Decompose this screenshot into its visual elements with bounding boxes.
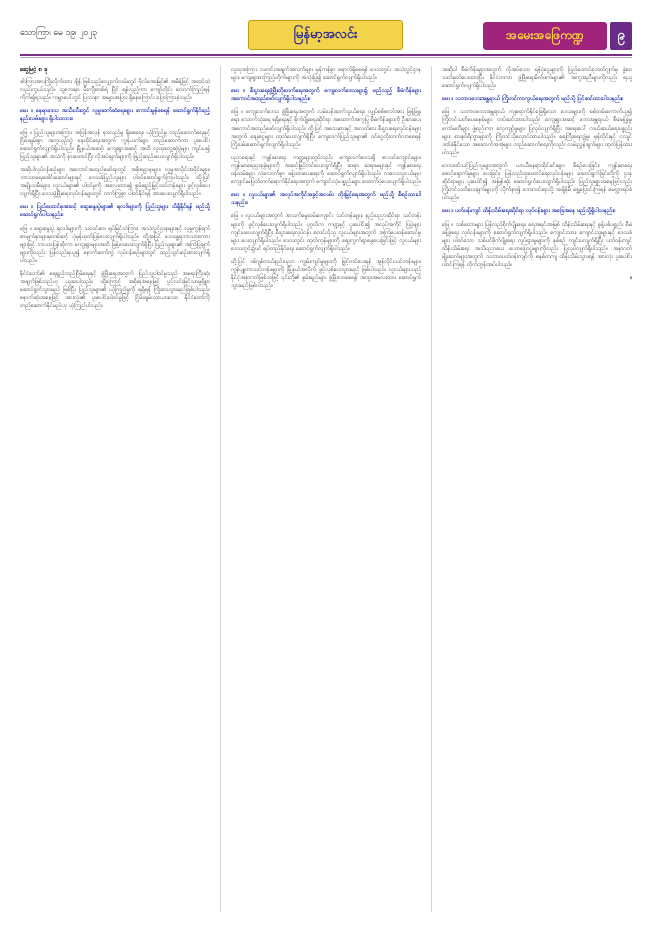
- question-heading: မေး ။ ပြည်ထောင်စုအဆင့် ဆွေးနွေးပွဲများ၏ ရလဒ်များကို ပြည်သူများ သိရှိနိုင်ရန် မည်သို့ ဆောင်ရွက်ပါသနည်း။: [20, 204, 211, 219]
- question-heading: မေး ။ နေရာဒေသ အသီးသီးတွင် လူမှုဆက်ဆံရေးများ ကောင်းမွန်စေရန် ဆောင်ရွက်နိုင်မည့် နည်းလမ်းများ ရှိပါသလား။: [20, 108, 211, 123]
- article-paragraph: ဖြေ ။ ဆွေးနွေးပွဲ ရလဒ်များကို သတင်းစာ၊ ရုပ်မြင်သံကြား၊ အသံလွှင့်ဌာနများနှင့် လူမှုကွန်ရက်စာမျက်နှာများမှတစ်ဆင့် ပုံမှန်ထုတ်ပြန်ပေးလျက်ရှိပါသည်။ ထို့အပြင် ဒေသန္တရဘာသာစကားများဖြင့် ဘာသာပြန်ဆိုကာ ကျေးရွာများအထိ ဖြန့်ဝေပေးလျက်ရှိပြီး ပြည်သူများ၏ အကြံပြုချက်များကိုလည်း ပြန်လည်ရယူ၍ နောက်ဆက်တွဲ လုပ်ငန်းစဉ်များတွင် ထည့်သွင်းစဉ်းစားလျက်ရှိပါသည်။: [20, 225, 211, 264]
- column-2-content: [231, 66, 421, 290]
- column-3-content: [442, 66, 632, 282]
- article-paragraph: အဆိုပါ စီမံကိန်းများအတွက် လိုအပ်သော ရန်ပုံငွေများကို ပြည်ထောင်စုဘတ်ဂျက်မှ ခွဲဝေသတ်မှတ်ပေးထားပြီး နိုင်ငံတကာ ဖွံ့ဖြိုးရေးမိတ်ဖက်များ၏ အကူအညီများကိုလည်း ရယူဆောင်ရွက်လျက်ရှိပါသည်။: [442, 67, 633, 90]
- article-paragraph: နိုင်ငံတော်၏ ရေရှည်တည်ငြိမ်ရေးနှင့် ဖွံ့ဖြိုးရေးအတွက် ပြည်သူ့ပါဝင်မှုသည် အရေးကြီးဆုံး အချက်ဖြစ်သည်ဟု ယူဆပါသည်။ ထို့ကြောင့် အစိုးရအနေဖြင့် ပွင့်လင်းမြင်သာမှုရှိစွာ ဆောင်ရွက်သွားမည် ဖြစ်ပြီး ပြည်သူများ၏ ယုံကြည်မှုကို ရရှိရန် ကြိုးစားသွားမည်ဖြစ်ပါသည်။ နောက်ဆုံးအနေဖြင့် အားလုံး၏ ပူးပေါင်းပါဝင်မှုဖြင့် ငြိမ်းချမ်းသာယာသော နိုင်ငံတော်ကို တည်ဆောက်နိုင်မည်ဟု ယုံကြည်ပါသည်။: [20, 270, 211, 310]
- column-1-content: [20, 78, 210, 310]
- article-paragraph: ပညာရေးနှင့် ကျန်းမာရေး ကဏ္ဍများတွင်လည်း ကျေးလက်ဒေသရှိ စာသင်ကျောင်းများ၊ ကျန်းမာရေးဌာနခွဲများကို အဆင့်မြှင့်တင်ပေးလျက်ရှိပြီး ဆရာ၊ ဆရာမများနှင့် ကျန်းမာရေးဝန်ထမ်းများ လုံလောက်စွာ ခန့်ထားပေးရေးကို ဆောင်ရွက်လျက်ရှိပါသည်။ ကလေးသူငယ်များ ကျောင်းမပြတ်တက်ရောက်နိုင်ရေးအတွက် ကျောင်းသုံးပစ္စည်းများ ထောက်ပံ့ပေးလျက်ရှိပါသည်။: [231, 154, 422, 186]
- question-heading: မေး ။ သဘာဝဘေးအန္တရာယ် ကြိုတင်ကာကွယ်ရေးအတွက် မည်သို့ ပြင်ဆင်ထားပါသနည်း။: [442, 96, 624, 103]
- column-divider: [431, 66, 432, 912]
- question-heading: မေး ။ ပတ်ဝန်းကျင် ထိန်းသိမ်းရေးဆိုင်ရာ လုပ်ငန်းများ အခြေအနေ မည်သို့ရှိပါသနည်း။: [442, 208, 616, 215]
- article-paragraph: ဖြေ ။ သဘာဝဘေးအန္တရာယ် ကျရောက်နိုင်ခြေရှိသော ဒေသများကို စစ်တမ်းကောက်ယူ၍ ကြိုတင်သတိပေးစနစ်များ တပ်ဆင်ထားပါသည်။ ကျေးရွာအဆင့် ဘေးအန္တရာယ် စီမံခန့်ခွဲမှုကော်မတီများ ဖွဲ့စည်းကာ လေ့ကျင့်မှုများ ပြုလုပ်လျက်ရှိပြီး အရေးပေါ် ကယ်ဆယ်ရေးပစ္စည်းများ၊ စားနပ်ရိက္ခာများကို ကြိုတင်သိုလှောင်ထားပါသည်။ ရေကြီးရေလျှံမှု၊ မုန်တိုင်းနှင့် ငလျင်ဒဏ်ခံနိုင်သော အဆောက်အအုံများ တည်ဆောက်ရေးကိုလည်း လမ်းညွှန်ချက်များ ထုတ်ပြန်ထားပါသည်။: [442, 109, 633, 156]
- article-column-1: [20, 66, 210, 912]
- article-paragraph: ဖြေ ။ ပြည်သူများအကြား အပြန်အလှန် နားလည်မှု ရှိစေရေး၊ ယုံကြည်မှု တည်ဆောက်ရေးနှင့် ငြိမ်းချမ်းစွာ အတူယှဉ်တွဲ နေထိုင်ရေးအတွက် ကွန်ယက်များ တည်ဆောက်ကာ ပူးပေါင်းဆောင်ရွက်လျက်ရှိပါသည်။ မြို့နယ်အဆင့်၊ ကျေးရွာအဆင့် အထိ လူထုတွေ့ဆုံပွဲများ ကျင်းပ၍ ပြည်သူများ၏ အသံကို နားထောင်ပြီး လိုအပ်ချက်များကို ဖြည့်ဆည်းပေးလျက်ရှိပါသည်။: [20, 129, 211, 160]
- column-divider: [220, 66, 221, 912]
- article-paragraph: ဖြေ ။ လူငယ်များအတွက် အသက်မွေးဝမ်းကျောင်း သင်တန်းများ၊ နည်းပညာဆိုင်ရာ သင်တန်းများကို ဖွင့်လှစ်ပေးလျက်ရှိပါသည်။ ပုဂ္ဂလိက ကဏ္ဍနှင့် ပူးပေါင်း၍ အလုပ်အကိုင် ပြပွဲများ ကျင်းပပေးလျက်ရှိပြီး စီးပွားရေးလုပ်ငန်း စတင်လိုသူ လူငယ်များအတွက် အကြံပေးဝန်ဆောင်မှုများ ပေးလျက်ရှိပါသည်။ ဒေသတွင်း ထုတ်ကုန်များကို စျေးကွက်ရှာဖွေပေးခြင်းဖြင့် လူငယ်များ ဒေသတွင်း၌ပင် ရပ်တည်နိုင်ရေး ဆောင်ရွက်လျက်ရှိပါသည်။: [231, 213, 422, 252]
- article-paragraph: လူထုအကြား သတင်းအချက်အလက်များ မှန်ကန်စွာ ရောက်ရှိစေရန် ဒေသတွင်း အသံလွှင့်ဌာနများ၊ ကျေးရွာစာကြည့်တိုက်များကို အသုံးပြု၍ ဆောင်ရွက်လျက်ရှိပါသည်။: [231, 67, 422, 82]
- header-divider: [20, 54, 632, 56]
- masthead-title: မြန်မာ့အလင်း: [293, 26, 358, 42]
- article-paragraph: ဖြေ ။ သစ်တောများ ပြန်လည်စိုက်ပျိုးရေး၊ ရေအရင်းအမြစ် ထိန်းသိမ်းရေးနှင့် စွန့်ပစ်ပစ္စည်း စီမံခန့်ခွဲရေး လုပ်ငန်းများကို ဆောင်ရွက်လျက်ရှိပါသည်။ ကျောင်းသား၊ ကျောင်းသူများနှင့် ဒေသခံများ ပါဝင်သော သစ်ပင်စိုက်ပျိုးရေး လှုပ်ရှားမှုများကို နှစ်စဉ် ကျင်းပလျက်ရှိပြီး ပတ်ဝန်းကျင် ထိန်းသိမ်းရေး အသိပညာပေး ဟောပြောပွဲများကိုလည်း ပြုလုပ်လျက်ရှိပါသည်။ အနာဂတ်မျိုးဆက်များအတွက် သဘာဝပတ်ဝန်းကျင်ကို စနစ်တကျ ထိန်းသိမ်းသွားရန် အားလုံး ပူးပေါင်းပါဝင်ကြရန် တိုက်တွန်းအပ်ပါသည်။: [442, 221, 633, 268]
- issue-date: သောကြာ၊ မေ ၁၉၊ ၂၀၂၃: [20, 28, 97, 38]
- page-number: ၉: [610, 22, 632, 50]
- header-divider-thin: [20, 57, 632, 58]
- article-body: [20, 66, 632, 912]
- page-header: [0, 0, 650, 62]
- section-tag: [483, 22, 607, 50]
- article-paragraph: ထို့ပြင် ဒစ်ဂျစ်တယ်နည်းပညာ ကျွမ်းကျင်မှုများကို မြှင့်တင်ပေးရန် အွန်လိုင်းသင်တန်းများ၊ ကွန်ပျူတာသင်တန်းများကို မြို့နယ်အလိုက် ဖွင့်လှစ်ပေးသွားမည် ဖြစ်ပါသည်။ လူငယ်များသည် နိုင်ငံ့အနာဂတ်ဖြစ်သဖြင့် ၎င်းတို့၏ စွမ်းရည်များ ဖွံ့ဖြိုးလာစေရန် အထူးအလေးထား ဆောင်ရွက်သွားမည်ဖြစ်ပါသည်။: [231, 258, 422, 290]
- article-byline: ဆွေမြင့် ၈ ခု: [20, 66, 48, 73]
- article-paragraph: ဘေးဒဏ်သင့်ပြည်သူများအတွက် ယာယီနေရာထိုင်ခင်းများ စီစဉ်ပေးခြင်း၊ ကျန်းမာရေးစောင့်ရှောက်မှုများ ပေးခြင်း၊ ပြန်လည်ထူထောင်ရေးလုပ်ငန်းများ ဆောင်ရွက်ခြင်းတို့ကို ဌာနဆိုင်ရာများ ပူးပေါင်း၍ အမြန်ဆုံး ဆောင်ရွက်ပေးလျက်ရှိပါသည်။ ပြည်သူများအနေဖြင့်လည်း ကြိုတင်သတိပေးချက်များကို လိုက်နာ၍ ဘေးကင်းရာသို့ အချိန်မီ ရွှေ့ပြောင်းကြရန် မေတ္တာရပ်ခံပါသည်။: [442, 162, 633, 202]
- newspaper-masthead: [248, 20, 403, 50]
- article-paragraph: ခါးကြားအားကြိုးလိုက်ထား ချိန် ဖြစ်သည့်လျှောက်လမ်းတွင် ဗိုလ်အေးမြင့်၏ အမိန့်ဖြင့် အထင်ထဲလည်းကွယ်သည်။ သူ့ဘေးမှာ မီးကျီးတစ်ရဲ ပြိုင် ရန်လှည့်ကာ ကျော်တိုင်း လောက်ကြည့်ရန် ကိုက်၍ရသည်။ ကမ္ဘာပေါ်တွင် ပြဿနာ အများအပြား ရှိနေကြောင်း ပြောကြားခဲ့သည်။: [20, 79, 211, 102]
- section-tag-label: အမေးအဖြေကဏ္ဍ: [506, 28, 584, 42]
- question-heading: မေး ။ စီးပွားရေးဖွံ့ဖြိုးတိုးတက်ရေးအတွက် ကျေးလက်ဒေသများ၌ မည်သည့် စီမံကိန်းများ အကောင်အထည်ဖော်လျက်ရှိပါသနည်း။: [231, 88, 422, 103]
- article-column-3: [442, 66, 632, 912]
- article-column-2: [231, 66, 421, 912]
- article-end-mark: ။: [630, 275, 633, 282]
- article-paragraph: အဆိုပါလုပ်ငန်းစဉ်များ အကောင်အထည်ဖော်ရာတွင် အစိုးရဌာနများ၊ လူမှုအသိုင်းအဝိုင်းများ၊ ဘာသာရေးခေါင်းဆောင်များနှင့် ဒေသခံပြည်သူများ ပါဝင်ဆောင်ရွက်ကြပါသည်။ ထို့ပြင် အမျိုးသမီးများ၊ လူငယ်များ၏ ပါဝင်မှုကို အလေးထား၍ စွမ်းရည်မြှင့်သင်တန်းများ ဖွင့်လှစ်ပေးလျက်ရှိပြီး ဒေသဖွံ့ဖြိုးရေးလုပ်ငန်းများတွင် တက်ကြွစွာ ပါဝင်နိုင်ရန် အားပေးလျက်ရှိပါသည်။: [20, 166, 211, 198]
- question-heading: မေး ။ လူငယ်များ၏ အလုပ်အကိုင်အခွင့်အလမ်း တိုးမြှင့်ရေးအတွက် မည်သို့ စီစဉ်ထားပါသနည်း။: [231, 192, 422, 207]
- article-paragraph: ဖြေ ။ ကျေးလက်ဒေသ ဖွံ့ဖြိုးရေးအတွက် လမ်းပန်းဆက်သွယ်ရေး၊ လျှပ်စစ်ဓာတ်အား ဖြန့်ဖြူးရေး၊ သောက်သုံးရေ ရရှိရေးနှင့် စိုက်ပျိုးရေးဆိုင်ရာ အထောက်အကူပြု စီမံကိန်းများကို ဦးစားပေး အကောင်အထည်ဖော်လျက်ရှိပါသည်။ ထို့ပြင် အသေးစားနှင့် အလတ်စား စီးပွားရေးလုပ်ငန်းများအတွက် ချေးငွေများ ထုတ်ပေးလျက်ရှိပြီး ကျေးလက်ပြည်သူများ၏ ဝင်ငွေတိုးတက်လာစေရန် ကြိုးပမ်းဆောင်ရွက်လျက်ရှိပါသည်။: [231, 109, 422, 148]
